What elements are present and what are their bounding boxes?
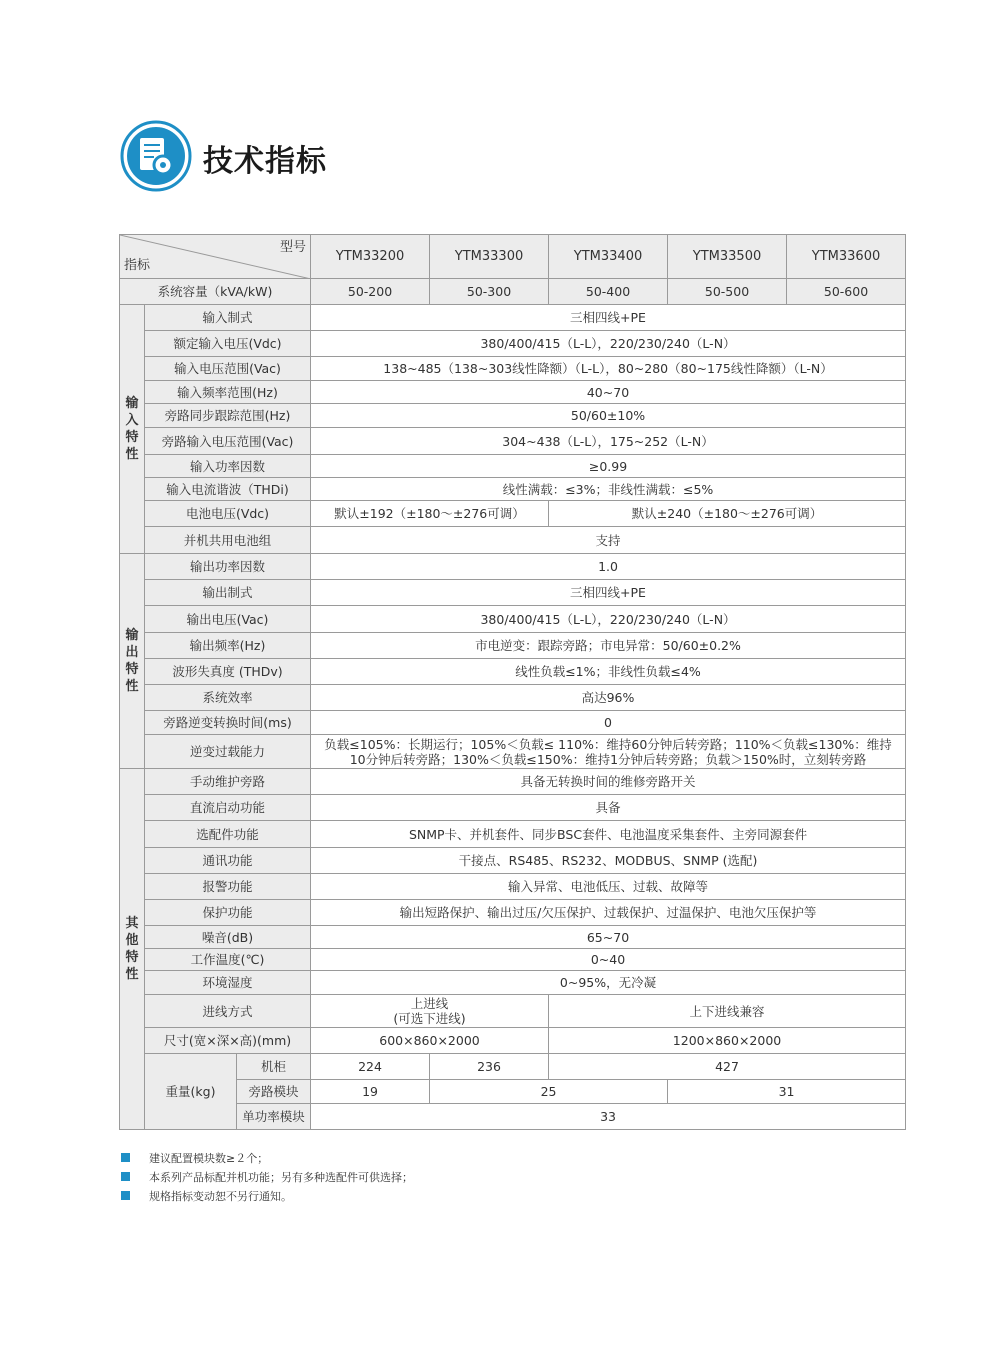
row-label: 输入功率因数 bbox=[145, 455, 311, 478]
overload-text: 负载≤105%：长期运行；105%＜负载≤ 110%：维持60分钟后转旁路；110%＜负载≤130%：维持10分钟后转旁路；130%＜负载≤150%：维持1分钟后转旁路；负载＞150%时，立刻转旁路 bbox=[324, 736, 892, 767]
row-label: 旁路同步跟踪范围(Hz) bbox=[145, 404, 311, 428]
cell-value: 304~438（L-L），175~252（L-N） bbox=[311, 428, 906, 455]
cell-value: 高达96% bbox=[311, 685, 906, 711]
section-other: 其 他 特 性 bbox=[120, 769, 145, 1130]
square-bullet-icon bbox=[121, 1172, 130, 1181]
page-title: 技术指标 bbox=[203, 144, 327, 179]
footnote-item: 规格指标变动恕不另行通知。 bbox=[121, 1186, 413, 1205]
cell-value: 33 bbox=[311, 1104, 906, 1130]
cell-value: 380/400/415（L-L），220/230/240（L-N） bbox=[311, 606, 906, 633]
model-header: YTM33500 bbox=[668, 235, 787, 279]
cell-value: 线性满载：≤3%；非线性满载：≤5% bbox=[311, 478, 906, 501]
row-label: 输出频率(Hz) bbox=[145, 633, 311, 659]
spec-settings-icon bbox=[120, 120, 192, 192]
cell-value: 50-200 bbox=[311, 279, 430, 305]
header-row bbox=[120, 235, 906, 279]
row-label: 环境湿度 bbox=[145, 971, 311, 995]
cell-value: 19 bbox=[311, 1080, 430, 1104]
cell-value: 三相四线+PE bbox=[311, 580, 906, 606]
row-label: 输出功率因数 bbox=[145, 554, 311, 580]
row-label: 保护功能 bbox=[145, 900, 311, 926]
spec-table bbox=[119, 234, 906, 1130]
cell-value: 干接点、RS485、RS232、MODBUS、SNMP (选配) bbox=[311, 848, 906, 874]
row-label: 工作温度(℃) bbox=[145, 949, 311, 971]
cell-value: 224 bbox=[311, 1054, 430, 1080]
cell-value: 236 bbox=[430, 1054, 549, 1080]
cell-value: 0 bbox=[311, 711, 906, 735]
cell-value: 支持 bbox=[311, 527, 906, 554]
row-label: 旁路逆变转换时间(ms) bbox=[145, 711, 311, 735]
cell-value bbox=[311, 995, 549, 1028]
row-label: 输入电压范围(Vac) bbox=[145, 357, 311, 381]
row-label: 输入频率范围(Hz) bbox=[145, 381, 311, 404]
cell-value: 线性负载≤1%；非线性负载≤4% bbox=[311, 659, 906, 685]
cell-value: 50/60±10% bbox=[311, 404, 906, 428]
cell-value: 市电逆变：跟踪旁路；市电异常：50/60±0.2% bbox=[311, 633, 906, 659]
cell-value: 40~70 bbox=[311, 381, 906, 404]
section-output: 输 出 特 性 bbox=[120, 554, 145, 769]
cell-value: 25 bbox=[430, 1080, 668, 1104]
cell-value bbox=[311, 735, 906, 769]
cell-value: 65~70 bbox=[311, 926, 906, 949]
sub-label: 旁路模块 bbox=[237, 1080, 311, 1104]
section-input: 输 入 特 性 bbox=[120, 305, 145, 554]
square-bullet-icon bbox=[121, 1191, 130, 1200]
cell-value: 0~95%，无冷凝 bbox=[311, 971, 906, 995]
cell-value: 50-500 bbox=[668, 279, 787, 305]
cell-value: 427 bbox=[549, 1054, 906, 1080]
row-label: 通讯功能 bbox=[145, 848, 311, 874]
footnote-item: 本系列产品标配并机功能；另有多种选配件可供选择； bbox=[121, 1167, 413, 1186]
row-label: 输入制式 bbox=[145, 305, 311, 331]
cell-value: 具备 bbox=[311, 795, 906, 821]
row-label: 波形失真度 (THDv) bbox=[145, 659, 311, 685]
cell-value: 1200×860×2000 bbox=[549, 1028, 906, 1054]
cell-value: 具备无转换时间的维修旁路开关 bbox=[311, 769, 906, 795]
cell-value: 600×860×2000 bbox=[311, 1028, 549, 1054]
capacity-row bbox=[120, 279, 906, 305]
row-label: 逆变过载能力 bbox=[145, 735, 311, 769]
row-label: 输出制式 bbox=[145, 580, 311, 606]
model-label: 型号 bbox=[280, 240, 307, 255]
model-header: YTM33400 bbox=[549, 235, 668, 279]
model-header: YTM33300 bbox=[430, 235, 549, 279]
header-diagonal-cell bbox=[120, 235, 311, 279]
row-label: 输入电流谐波（THDi) bbox=[145, 478, 311, 501]
model-header: YTM33200 bbox=[311, 235, 430, 279]
row-label: 进线方式 bbox=[145, 995, 311, 1028]
footnotes bbox=[121, 1148, 413, 1205]
cell-value: 50-600 bbox=[787, 279, 906, 305]
cell-value: ≥0.99 bbox=[311, 455, 906, 478]
cable-entry-line1: 上进线 bbox=[410, 996, 449, 1011]
row-label: 报警功能 bbox=[145, 874, 311, 900]
sub-label: 机柜 bbox=[237, 1054, 311, 1080]
cell-value: 默认±192（±180～±276可调） bbox=[311, 501, 549, 527]
cell-value: 50-400 bbox=[549, 279, 668, 305]
row-label: 重量(kg) bbox=[145, 1054, 237, 1130]
cell-value: 31 bbox=[668, 1080, 906, 1104]
row-label: 电池电压(Vdc) bbox=[145, 501, 311, 527]
row-label: 尺寸(宽×深×高)(mm) bbox=[145, 1028, 311, 1054]
cell-value: 50-300 bbox=[430, 279, 549, 305]
row-label: 直流启动功能 bbox=[145, 795, 311, 821]
sub-label: 单功率模块 bbox=[237, 1104, 311, 1130]
cell-value: 380/400/415（L-L），220/230/240（L-N） bbox=[311, 331, 906, 357]
row-label: 选配件功能 bbox=[145, 821, 311, 848]
row-label: 手动维护旁路 bbox=[145, 769, 311, 795]
cell-value: 三相四线+PE bbox=[311, 305, 906, 331]
row-label: 额定输入电压(Vdc) bbox=[145, 331, 311, 357]
row-label: 并机共用电池组 bbox=[145, 527, 311, 554]
footnote-item: 建议配置模块数≥２个； bbox=[121, 1148, 413, 1167]
cell-value: 输入异常、电池低压、过载、故障等 bbox=[311, 874, 906, 900]
cell-value: 默认±240（±180～±276可调） bbox=[549, 501, 906, 527]
row-label: 系统容量（kVA/kW) bbox=[120, 279, 311, 305]
cell-value: 1.0 bbox=[311, 554, 906, 580]
row-label: 噪音(dB) bbox=[145, 926, 311, 949]
cell-value: 138~485（138~303线性降额）（L-L），80~280（80~175线性降额）（L-N） bbox=[311, 357, 906, 381]
cell-value: 输出短路保护、输出过压/欠压保护、过载保护、过温保护、电池欠压保护等 bbox=[311, 900, 906, 926]
cell-value: SNMP卡、并机套件、同步BSC套件、电池温度采集套件、主旁同源套件 bbox=[311, 821, 906, 848]
index-label: 指标 bbox=[124, 258, 151, 273]
cell-value: 0~40 bbox=[311, 949, 906, 971]
cable-entry-line2: (可选下进线) bbox=[393, 1011, 466, 1026]
row-label: 系统效率 bbox=[145, 685, 311, 711]
row-label: 输出电压(Vac) bbox=[145, 606, 311, 633]
row-label: 旁路输入电压范围(Vac) bbox=[145, 428, 311, 455]
model-header: YTM33600 bbox=[787, 235, 906, 279]
square-bullet-icon bbox=[121, 1153, 130, 1162]
cell-value: 上下进线兼容 bbox=[549, 995, 906, 1028]
